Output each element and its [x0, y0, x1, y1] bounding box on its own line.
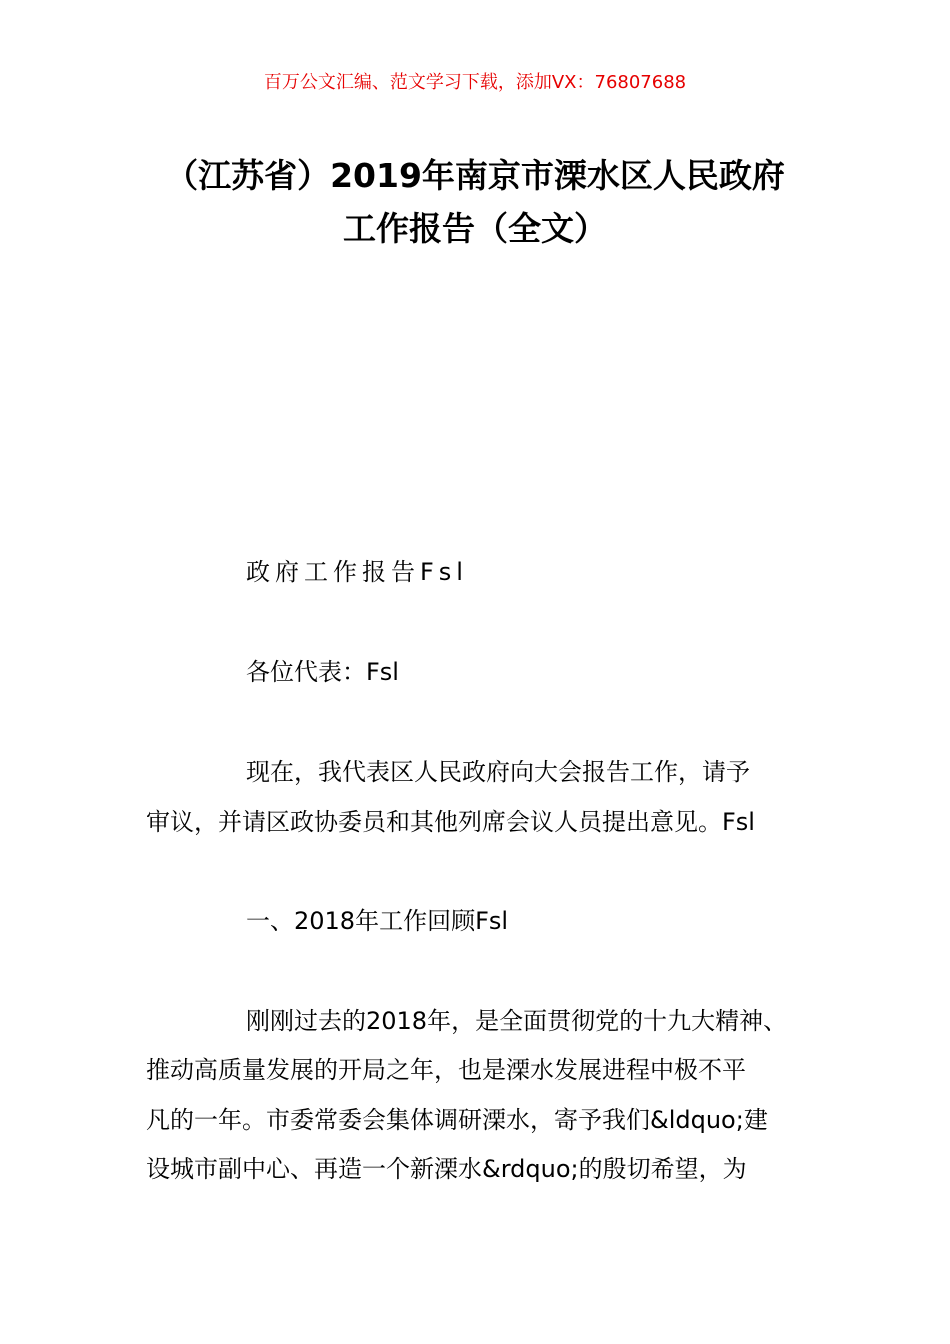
- paragraph-2-line-3: 凡的一年。市委常委会集体调研溧水，寄予我们&ldquo;建: [146, 1106, 768, 1134]
- paragraph-2-line-4: 设城市副中心、再造一个新溧水&rdquo;的殷切希望，为: [146, 1155, 747, 1183]
- report-heading: 政府工作报告Fsl: [246, 558, 468, 586]
- salutation: 各位代表：Fsl: [246, 658, 399, 686]
- paragraph-1-line-2: 审议，并请区政协委员和其他列席会议人员提出意见。Fsl: [146, 808, 755, 836]
- header-contact-note: 百万公文汇编、范文学习下载，添加VX：76807688: [263, 72, 687, 93]
- paragraph-1-line-1: 现在，我代表区人民政府向大会报告工作，请予: [246, 758, 750, 786]
- document-title-line-2: 工作报告（全文）: [343, 209, 607, 248]
- document-title-line-1: （江苏省）2019年南京市溧水区人民政府: [165, 156, 785, 195]
- section-1-title: 一、2018年工作回顾Fsl: [246, 907, 509, 935]
- paragraph-2-line-1: 刚刚过去的2018年，是全面贯彻党的十九大精神、: [246, 1007, 788, 1035]
- paragraph-2-line-2: 推动高质量发展的开局之年，也是溧水发展进程中极不平: [146, 1056, 746, 1084]
